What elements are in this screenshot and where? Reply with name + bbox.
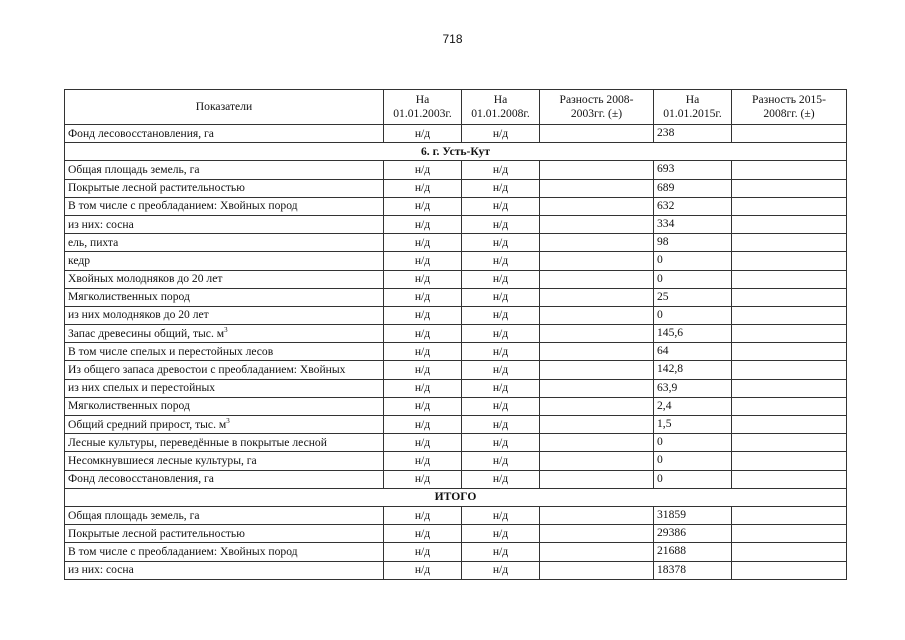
indicator-cell: Общая площадь земель, га xyxy=(65,506,384,524)
value-2015-cell: 21688 xyxy=(654,543,732,561)
indicator-cell: В том числе с преобладанием: Хвойных пород xyxy=(65,197,384,215)
diff-2008-2003-cell xyxy=(540,506,654,524)
value-2003-cell: н/д xyxy=(384,288,462,306)
table-row xyxy=(65,397,847,415)
indicator-cell xyxy=(65,416,384,434)
indicator-cell: Общая площадь земель, га xyxy=(65,161,384,179)
table-body xyxy=(65,125,847,580)
table-row xyxy=(65,506,847,524)
table-row xyxy=(65,416,847,434)
table-row xyxy=(65,179,847,197)
diff-2008-2003-cell xyxy=(540,561,654,579)
value-2015-cell: 0 xyxy=(654,270,732,288)
value-2015-cell: 689 xyxy=(654,179,732,197)
header-2003: На 01.01.2003г. xyxy=(384,90,462,125)
value-2015-cell: 145,6 xyxy=(654,325,732,343)
diff-2015-2008-cell xyxy=(732,452,847,470)
unit-superscript: 3 xyxy=(224,325,228,334)
diff-2015-2008-cell xyxy=(732,397,847,415)
diff-2015-2008-cell xyxy=(732,234,847,252)
forest-indicators-table xyxy=(64,89,847,580)
table-row xyxy=(65,379,847,397)
value-2008-cell: н/д xyxy=(462,215,540,233)
diff-2008-2003-cell xyxy=(540,452,654,470)
diff-2015-2008-cell xyxy=(732,506,847,524)
value-2003-cell: н/д xyxy=(384,416,462,434)
value-2008-cell: н/д xyxy=(462,252,540,270)
value-2008-cell: н/д xyxy=(462,434,540,452)
value-2003-cell: н/д xyxy=(384,561,462,579)
diff-2008-2003-cell xyxy=(540,270,654,288)
value-2003-cell: н/д xyxy=(384,125,462,143)
diff-2015-2008-cell xyxy=(732,561,847,579)
diff-2015-2008-cell xyxy=(732,197,847,215)
diff-2015-2008-cell xyxy=(732,525,847,543)
header-indicator: Показатели xyxy=(65,90,384,125)
table-row xyxy=(65,343,847,361)
value-2015-cell: 0 xyxy=(654,252,732,270)
unit-superscript: 3 xyxy=(226,416,230,425)
section-title: 6. г. Усть-Кут xyxy=(65,143,847,161)
diff-2008-2003-cell xyxy=(540,470,654,488)
diff-2015-2008-cell xyxy=(732,252,847,270)
value-2008-cell: н/д xyxy=(462,525,540,543)
table-row xyxy=(65,561,847,579)
indicator-cell: Фонд лесовосстановления, га xyxy=(65,470,384,488)
table-row xyxy=(65,543,847,561)
value-2015-cell: 0 xyxy=(654,452,732,470)
value-2015-cell: 238 xyxy=(654,125,732,143)
indicator-cell: Мягколиственных пород xyxy=(65,397,384,415)
indicator-text: Запас древесины общий, тыс. м xyxy=(68,326,225,340)
indicator-cell xyxy=(65,325,384,343)
diff-2008-2003-cell xyxy=(540,343,654,361)
indicator-cell: кедр xyxy=(65,252,384,270)
diff-2015-2008-cell xyxy=(732,306,847,324)
value-2008-cell: н/д xyxy=(462,416,540,434)
value-2003-cell: н/д xyxy=(384,470,462,488)
indicator-cell: из них: сосна xyxy=(65,215,384,233)
value-2003-cell: н/д xyxy=(384,179,462,197)
diff-2008-2003-cell xyxy=(540,379,654,397)
indicator-text: Общий средний прирост, тыс. м xyxy=(68,417,227,431)
value-2008-cell: н/д xyxy=(462,125,540,143)
value-2015-cell: 98 xyxy=(654,234,732,252)
diff-2008-2003-cell xyxy=(540,252,654,270)
table-row xyxy=(65,452,847,470)
table-row xyxy=(65,434,847,452)
indicator-cell: Мягколиственных пород xyxy=(65,288,384,306)
value-2008-cell: н/д xyxy=(462,561,540,579)
table-row xyxy=(65,525,847,543)
value-2008-cell: н/д xyxy=(462,288,540,306)
header-2008: На 01.01.2008г. xyxy=(462,90,540,125)
value-2008-cell: н/д xyxy=(462,325,540,343)
value-2008-cell: н/д xyxy=(462,197,540,215)
indicator-cell: ель, пихта xyxy=(65,234,384,252)
diff-2015-2008-cell xyxy=(732,270,847,288)
indicator-cell: Фонд лесовосстановления, га xyxy=(65,125,384,143)
diff-2008-2003-cell xyxy=(540,288,654,306)
indicator-cell: Лесные культуры, переведённые в покрытые лесной xyxy=(65,434,384,452)
value-2008-cell: н/д xyxy=(462,270,540,288)
value-2008-cell: н/д xyxy=(462,234,540,252)
diff-2008-2003-cell xyxy=(540,234,654,252)
indicator-cell: Хвойных молодняков до 20 лет xyxy=(65,270,384,288)
value-2008-cell: н/д xyxy=(462,506,540,524)
section-row xyxy=(65,143,847,161)
value-2008-cell: н/д xyxy=(462,470,540,488)
value-2008-cell: н/д xyxy=(462,379,540,397)
diff-2015-2008-cell xyxy=(732,434,847,452)
value-2015-cell: 334 xyxy=(654,215,732,233)
value-2003-cell: н/д xyxy=(384,506,462,524)
value-2008-cell: н/д xyxy=(462,452,540,470)
value-2015-cell: 64 xyxy=(654,343,732,361)
table-row xyxy=(65,161,847,179)
value-2003-cell: н/д xyxy=(384,270,462,288)
diff-2015-2008-cell xyxy=(732,215,847,233)
indicator-cell: Из общего запаса древостои с преобладанием: Хвойных xyxy=(65,361,384,379)
section-title: ИТОГО xyxy=(65,488,847,506)
table-row xyxy=(65,252,847,270)
value-2003-cell: н/д xyxy=(384,543,462,561)
indicator-cell: В том числе с преобладанием: Хвойных пород xyxy=(65,543,384,561)
indicator-cell: из них: сосна xyxy=(65,561,384,579)
value-2008-cell: н/д xyxy=(462,361,540,379)
table-row xyxy=(65,234,847,252)
indicator-cell: Несомкнувшиеся лесные культуры, га xyxy=(65,452,384,470)
indicator-cell: Покрытые лесной растительностью xyxy=(65,179,384,197)
value-2015-cell: 693 xyxy=(654,161,732,179)
diff-2008-2003-cell xyxy=(540,543,654,561)
diff-2015-2008-cell xyxy=(732,379,847,397)
value-2003-cell: н/д xyxy=(384,197,462,215)
table-row xyxy=(65,288,847,306)
value-2003-cell: н/д xyxy=(384,215,462,233)
value-2008-cell: н/д xyxy=(462,343,540,361)
table-row xyxy=(65,470,847,488)
value-2003-cell: н/д xyxy=(384,397,462,415)
table-row xyxy=(65,215,847,233)
diff-2015-2008-cell xyxy=(732,470,847,488)
value-2015-cell: 29386 xyxy=(654,525,732,543)
indicator-cell: из них спелых и перестойных xyxy=(65,379,384,397)
value-2015-cell: 25 xyxy=(654,288,732,306)
indicator-cell: из них молодняков до 20 лет xyxy=(65,306,384,324)
value-2008-cell: н/д xyxy=(462,397,540,415)
value-2003-cell: н/д xyxy=(384,161,462,179)
value-2015-cell: 632 xyxy=(654,197,732,215)
value-2003-cell: н/д xyxy=(384,525,462,543)
value-2015-cell: 0 xyxy=(654,434,732,452)
diff-2015-2008-cell xyxy=(732,288,847,306)
indicator-cell: В том числе спелых и перестойных лесов xyxy=(65,343,384,361)
value-2003-cell: н/д xyxy=(384,234,462,252)
value-2003-cell: н/д xyxy=(384,434,462,452)
indicator-cell: Покрытые лесной растительностью xyxy=(65,525,384,543)
value-2015-cell: 1,5 xyxy=(654,416,732,434)
value-2008-cell: н/д xyxy=(462,161,540,179)
diff-2015-2008-cell xyxy=(732,179,847,197)
table-row xyxy=(65,325,847,343)
diff-2008-2003-cell xyxy=(540,306,654,324)
value-2003-cell: н/д xyxy=(384,343,462,361)
diff-2015-2008-cell xyxy=(732,361,847,379)
diff-2008-2003-cell xyxy=(540,434,654,452)
value-2008-cell: н/д xyxy=(462,306,540,324)
table-row xyxy=(65,361,847,379)
diff-2008-2003-cell xyxy=(540,525,654,543)
diff-2008-2003-cell xyxy=(540,215,654,233)
value-2015-cell: 142,8 xyxy=(654,361,732,379)
value-2003-cell: н/д xyxy=(384,452,462,470)
diff-2008-2003-cell xyxy=(540,361,654,379)
diff-2015-2008-cell xyxy=(732,343,847,361)
diff-2008-2003-cell xyxy=(540,161,654,179)
header-2015: На 01.01.2015г. xyxy=(654,90,732,125)
page-number: 718 xyxy=(442,32,463,46)
value-2015-cell: 31859 xyxy=(654,506,732,524)
table-header-row xyxy=(65,90,847,125)
diff-2015-2008-cell xyxy=(732,325,847,343)
table-row xyxy=(65,270,847,288)
value-2008-cell: н/д xyxy=(462,543,540,561)
table-row xyxy=(65,197,847,215)
diff-2015-2008-cell xyxy=(732,125,847,143)
header-diff-2008-2003: Разность 2008-2003гг. (±) xyxy=(540,90,654,125)
value-2015-cell: 63,9 xyxy=(654,379,732,397)
diff-2008-2003-cell xyxy=(540,125,654,143)
header-diff-2015-2008: Разность 2015-2008гг. (±) xyxy=(732,90,847,125)
value-2003-cell: н/д xyxy=(384,361,462,379)
table-row xyxy=(65,125,847,143)
value-2015-cell: 18378 xyxy=(654,561,732,579)
value-2003-cell: н/д xyxy=(384,379,462,397)
diff-2008-2003-cell xyxy=(540,197,654,215)
value-2003-cell: н/д xyxy=(384,325,462,343)
diff-2008-2003-cell xyxy=(540,325,654,343)
section-row xyxy=(65,488,847,506)
diff-2015-2008-cell xyxy=(732,161,847,179)
value-2015-cell: 2,4 xyxy=(654,397,732,415)
diff-2008-2003-cell xyxy=(540,416,654,434)
diff-2008-2003-cell xyxy=(540,397,654,415)
diff-2008-2003-cell xyxy=(540,179,654,197)
value-2003-cell: н/д xyxy=(384,252,462,270)
diff-2015-2008-cell xyxy=(732,543,847,561)
table-row xyxy=(65,306,847,324)
value-2015-cell: 0 xyxy=(654,306,732,324)
value-2008-cell: н/д xyxy=(462,179,540,197)
diff-2015-2008-cell xyxy=(732,416,847,434)
value-2015-cell: 0 xyxy=(654,470,732,488)
value-2003-cell: н/д xyxy=(384,306,462,324)
